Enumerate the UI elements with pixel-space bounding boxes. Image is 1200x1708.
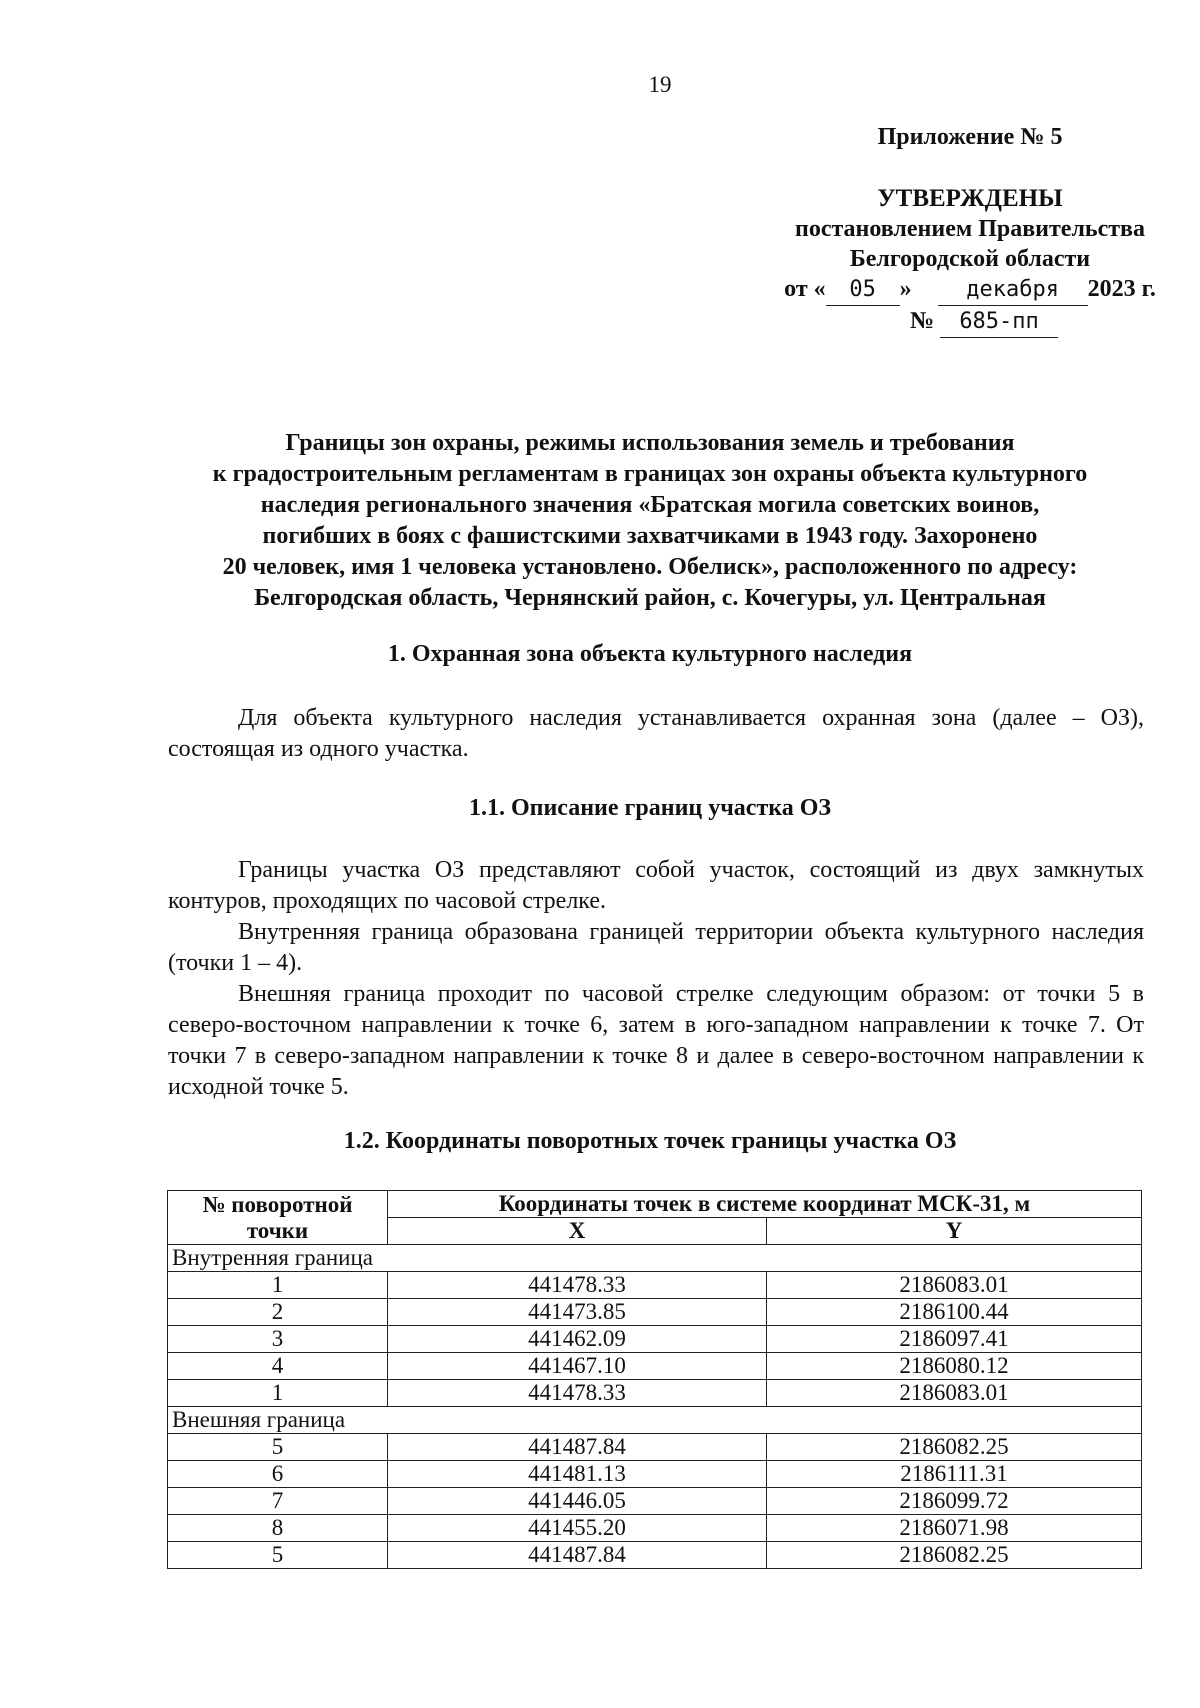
cell-point: 1 <box>168 1380 388 1407</box>
title-line: 20 человек, имя 1 человека установлено. Обелиск», расположенного по адресу: <box>222 554 1078 580</box>
cell-x: 441462.09 <box>388 1326 767 1353</box>
date-month: декабря <box>938 275 1088 306</box>
cell-x: 441487.84 <box>388 1434 767 1461</box>
table-row <box>168 1488 1142 1515</box>
table-row <box>168 1353 1142 1380</box>
cell-x: 441478.33 <box>388 1272 767 1299</box>
cell-point: 5 <box>168 1434 388 1461</box>
paragraph-contours: Границы участка ОЗ представляют собой участок, состоящий из двух замкнутых контуров, проходящих по часовой стрелке. <box>168 857 1144 914</box>
cell-y: 2186100.44 <box>767 1299 1142 1326</box>
cell-y: 2186097.41 <box>767 1326 1142 1353</box>
approval-number-line <box>754 306 1200 338</box>
page-number: 19 <box>648 72 672 97</box>
decree-number: 685-пп <box>940 307 1058 338</box>
coordinates-table <box>167 1190 1142 1569</box>
cell-x: 441446.05 <box>388 1488 767 1515</box>
cell-x: 441481.13 <box>388 1461 767 1488</box>
cell-y: 2186099.72 <box>767 1488 1142 1515</box>
cell-point: 2 <box>168 1299 388 1326</box>
cell-y: 2186071.98 <box>767 1515 1142 1542</box>
cell-x: 441478.33 <box>388 1380 767 1407</box>
cell-y: 2186083.01 <box>767 1272 1142 1299</box>
table-row <box>168 1434 1142 1461</box>
date-day: 05 <box>826 275 900 306</box>
header-coordinates: Координаты точек в системе координат МСК-31, м <box>388 1191 1142 1218</box>
cell-x: 441455.20 <box>388 1515 767 1542</box>
approved-label: УТВЕРЖДЕНЫ <box>877 185 1063 212</box>
number-prefix: № <box>909 308 935 334</box>
cell-y: 2186082.25 <box>767 1542 1142 1569</box>
header-y: Y <box>767 1218 1142 1245</box>
approval-line-1: постановлением Правительства <box>794 216 1145 242</box>
title-line: наследия регионального значения «Братская могила советских воинов, <box>260 492 1040 518</box>
cell-y: 2186080.12 <box>767 1353 1142 1380</box>
paragraph-outer-border: Внешняя граница проходит по часовой стрелке следующим образом: от точки 5 в северо-восточном направлении к точке 6, затем в юго-западном направлении к точке 7. От точки 7 в северо-западном направлении к точке 8 и далее в северо-восточном направлении к исходной точке 5. <box>168 981 1144 1100</box>
cell-point: 6 <box>168 1461 388 1488</box>
cell-y: 2186083.01 <box>767 1380 1142 1407</box>
table-row <box>168 1515 1142 1542</box>
table-row <box>168 1542 1142 1569</box>
table-row <box>168 1326 1142 1353</box>
section-row-inner <box>168 1245 1142 1272</box>
cell-point: 8 <box>168 1515 388 1542</box>
date-prefix: от « <box>784 276 826 302</box>
title-line: Белгородская область, Чернянский район, с. Кочегуры, ул. Центральная <box>254 585 1046 611</box>
date-year: 2023 г. <box>1087 276 1156 302</box>
cell-point: 1 <box>168 1272 388 1299</box>
appendix-label: Приложение № 5 <box>877 124 1063 150</box>
section-1-1-heading: 1.1. Описание границ участка ОЗ <box>468 795 832 821</box>
date-mid: » <box>899 276 912 302</box>
table-row <box>168 1272 1142 1299</box>
cell-point: 7 <box>168 1488 388 1515</box>
section-row-outer <box>168 1407 1142 1434</box>
table-row <box>168 1461 1142 1488</box>
cell-x: 441487.84 <box>388 1542 767 1569</box>
section-1-2-heading: 1.2. Координаты поворотных точек границы участка ОЗ <box>343 1128 957 1154</box>
outer-border-label: Внешняя граница <box>168 1407 1142 1434</box>
approval-line-2: Белгородской области <box>849 246 1091 272</box>
header-point-number: № поворотной точки <box>168 1191 388 1245</box>
cell-point: 5 <box>168 1542 388 1569</box>
cell-x: 441473.85 <box>388 1299 767 1326</box>
cell-y: 2186111.31 <box>767 1461 1142 1488</box>
table-row <box>168 1380 1142 1407</box>
cell-x: 441467.10 <box>388 1353 767 1380</box>
section-1-heading: 1. Охранная зона объекта культурного наследия <box>387 641 913 667</box>
title-line: Границы зон охраны, режимы использования земель и требования <box>285 430 1015 456</box>
cell-point: 3 <box>168 1326 388 1353</box>
cell-y: 2186082.25 <box>767 1434 1142 1461</box>
document-title <box>150 428 1150 614</box>
header-x: X <box>388 1218 767 1245</box>
approval-date-line <box>740 274 1200 306</box>
title-line: погибших в боях с фашистскими захватчиками в 1943 году. Захоронено <box>262 523 1038 549</box>
title-line: к градостроительным регламентам в границах зон охраны объекта культурного <box>212 461 1088 487</box>
table-row <box>168 1299 1142 1326</box>
inner-border-label: Внутренняя граница <box>168 1245 1142 1272</box>
approval-block <box>740 122 1200 338</box>
section-1-paragraph: Для объекта культурного наследия устанавливается охранная зона (далее – ОЗ), состоящая из одного участка. <box>168 705 1144 762</box>
cell-point: 4 <box>168 1353 388 1380</box>
paragraph-inner-border: Внутренняя граница образована границей территории объекта культурного наследия (точки 1 – 4). <box>168 919 1144 976</box>
